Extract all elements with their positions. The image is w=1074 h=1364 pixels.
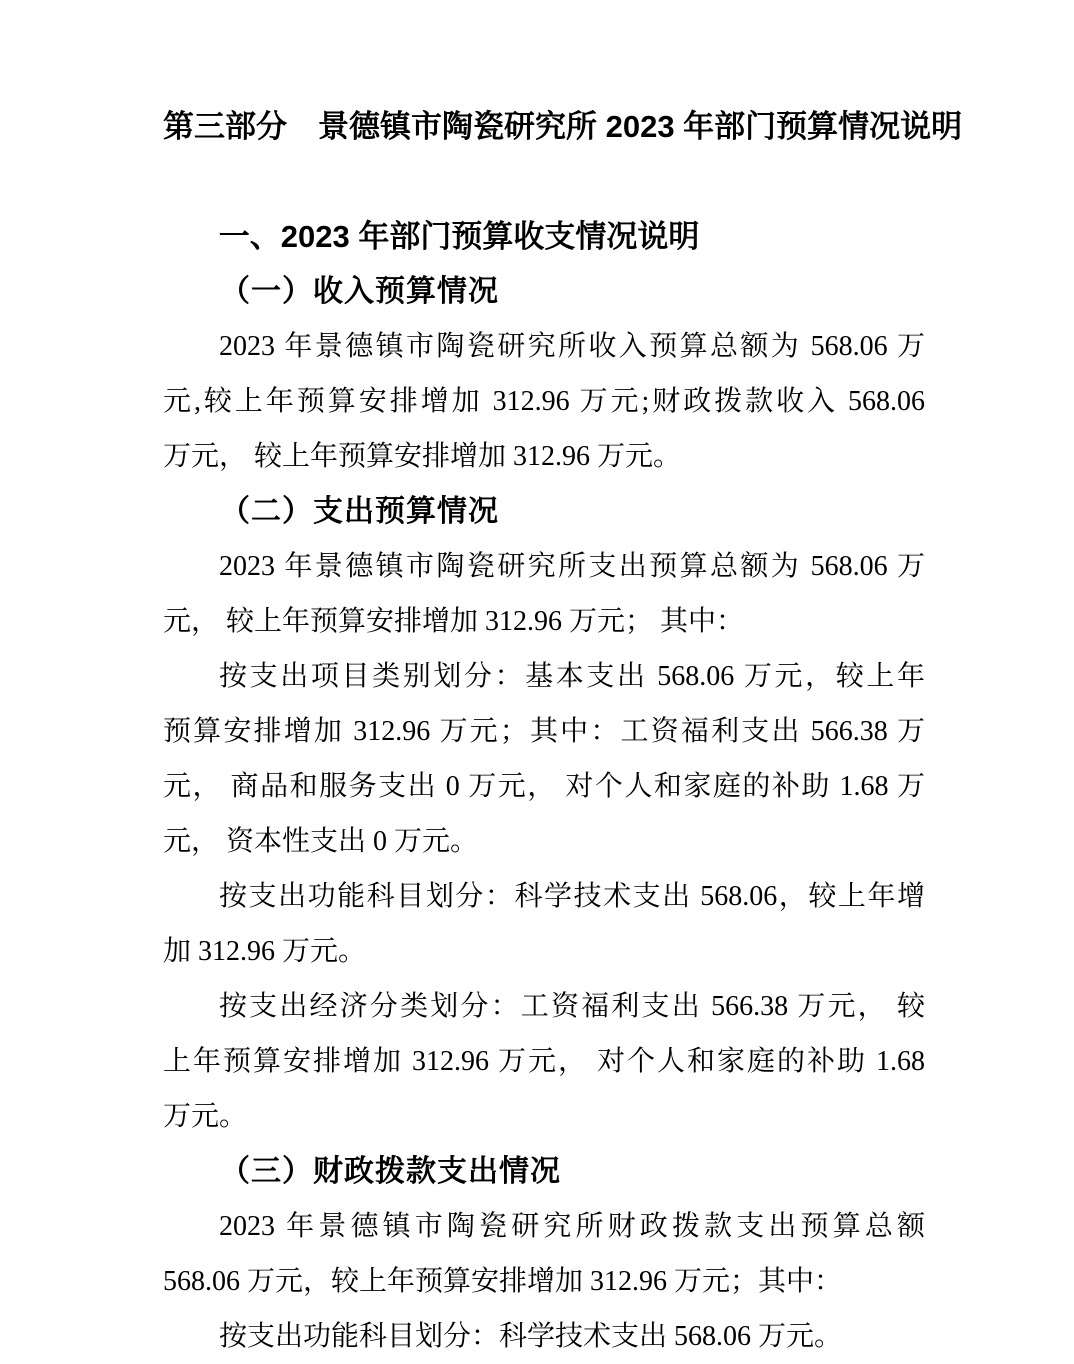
- subsection-1-heading: （一）收入预算情况: [220, 275, 499, 308]
- paragraph-line: 万元。: [163, 1101, 248, 1132]
- paragraph-line: 上年预算安排增加 312.96 万元， 对个人和家庭的补助 1.68: [163, 1046, 925, 1077]
- paragraph-line: 加 312.96 万元。: [163, 936, 367, 967]
- subsection-3-heading: （三）财政拨款支出情况: [220, 1155, 561, 1188]
- paragraph-line: 2023 年景德镇市陶瓷研究所收入预算总额为 568.06 万: [219, 331, 925, 362]
- section-heading: 一、2023 年部门预算收支情况说明: [218, 219, 700, 254]
- paragraph-line: 元， 较上年预算安排增加 312.96 万元； 其中：: [163, 606, 745, 637]
- paragraph-line: 2023 年景德镇市陶瓷研究所财政拨款支出预算总额: [219, 1211, 925, 1242]
- paragraph-line: 按支出项目类别划分：基本支出 568.06 万元，较上年: [219, 661, 925, 692]
- paragraph-line: 按支出功能科目划分：科学技术支出 568.06，较上年增: [219, 881, 925, 912]
- paragraph-line: 元， 商品和服务支出 0 万元， 对个人和家庭的补助 1.68 万: [163, 771, 925, 802]
- paragraph-line: 元,较上年预算安排增加 312.96 万元;财政拨款收入 568.06: [163, 386, 925, 417]
- paragraph-line: 568.06 万元，较上年预算安排增加 312.96 万元；其中：: [163, 1266, 843, 1297]
- paragraph-line: 预算安排增加 312.96 万元；其中：工资福利支出 566.38 万: [163, 716, 925, 747]
- subsection-2-heading: （二）支出预算情况: [220, 495, 499, 528]
- paragraph-line: 万元， 较上年预算安排增加 312.96 万元。: [163, 441, 682, 472]
- paragraph-line: 按支出功能科目划分：科学技术支出 568.06 万元。: [219, 1321, 843, 1352]
- paragraph-line: 元， 资本性支出 0 万元。: [163, 826, 479, 857]
- paragraph-line: 按支出经济分类划分：工资福利支出 566.38 万元， 较: [219, 991, 925, 1022]
- paragraph-line: 2023 年景德镇市陶瓷研究所支出预算总额为 568.06 万: [219, 551, 925, 582]
- document-title: 第三部分 景德镇市陶瓷研究所 2023 年部门预算情况说明: [163, 109, 963, 144]
